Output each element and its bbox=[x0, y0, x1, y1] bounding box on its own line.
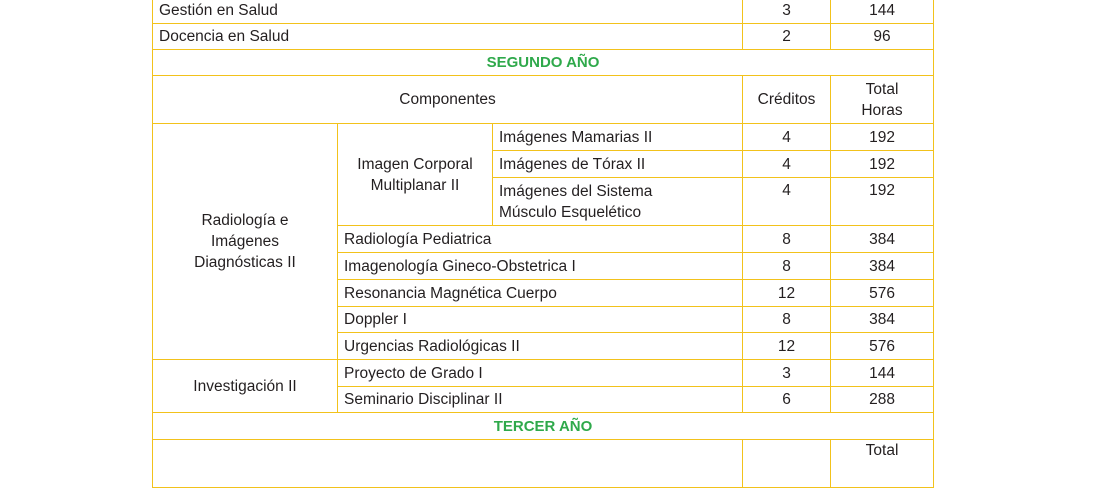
year-heading: TERCER AÑO bbox=[153, 413, 934, 440]
subject-credits: 12 bbox=[743, 333, 831, 360]
header-total-hours bbox=[831, 76, 934, 124]
group-label-line2: Imágenes bbox=[210, 233, 280, 250]
column-header-row bbox=[153, 440, 934, 488]
table-row bbox=[153, 24, 934, 50]
curriculum-table bbox=[152, 0, 934, 488]
table-row bbox=[153, 124, 934, 151]
subject-hours: 144 bbox=[831, 0, 934, 24]
subject-name: Doppler I bbox=[338, 307, 743, 333]
subject-name: Urgencias Radiológicas II bbox=[338, 333, 743, 360]
subject-hours: 96 bbox=[831, 24, 934, 50]
table-row bbox=[153, 360, 934, 387]
subject-name: Imágenes Mamarias II bbox=[493, 124, 743, 151]
header-credits: Créditos bbox=[743, 76, 831, 124]
subject-name: Gestión en Salud bbox=[153, 0, 743, 24]
subgroup-label-line1: Imagen Corporal bbox=[357, 155, 473, 173]
subject-hours: 192 bbox=[831, 124, 934, 151]
year-heading: SEGUNDO AÑO bbox=[153, 50, 934, 76]
subject-name: Seminario Disciplinar II bbox=[338, 387, 743, 413]
subject-hours: 384 bbox=[831, 253, 934, 280]
subject-credits: 4 bbox=[743, 124, 831, 151]
subject-hours: 192 bbox=[831, 178, 934, 226]
subject-hours: 384 bbox=[831, 226, 934, 253]
header-total-hours-line1: Total bbox=[865, 80, 899, 98]
subject-credits: 4 bbox=[743, 151, 831, 178]
subject-credits: 3 bbox=[743, 0, 831, 24]
table-row bbox=[153, 0, 934, 24]
subject-credits: 6 bbox=[743, 387, 831, 413]
header-components-empty bbox=[153, 440, 743, 488]
group-label-radiology bbox=[153, 124, 338, 360]
subject-credits: 4 bbox=[743, 178, 831, 226]
subject-credits: 3 bbox=[743, 360, 831, 387]
subject-hours: 576 bbox=[831, 280, 934, 307]
header-components: Componentes bbox=[153, 76, 743, 124]
subject-hours: 384 bbox=[831, 307, 934, 333]
header-credits-empty bbox=[743, 440, 831, 488]
subject-name: Resonancia Magnética Cuerpo bbox=[338, 280, 743, 307]
column-header-row bbox=[153, 76, 934, 124]
subject-hours: 576 bbox=[831, 333, 934, 360]
year-heading-row bbox=[153, 50, 934, 76]
header-total-hours: Total bbox=[831, 440, 934, 488]
subject-hours: 192 bbox=[831, 151, 934, 178]
subject-name: Radiología Pediatrica bbox=[338, 226, 743, 253]
subject-name: Proyecto de Grado I bbox=[338, 360, 743, 387]
subject-name: Imagenología Gineco-Obstetrica I bbox=[338, 253, 743, 280]
subject-name: Imágenes de Tórax II bbox=[493, 151, 743, 178]
subject-hours: 288 bbox=[831, 387, 934, 413]
group-label-research: Investigación II bbox=[153, 360, 338, 413]
subject-name bbox=[493, 178, 743, 226]
subject-name: Docencia en Salud bbox=[153, 24, 743, 50]
subject-credits: 8 bbox=[743, 253, 831, 280]
subject-credits: 12 bbox=[743, 280, 831, 307]
subgroup-label-imagen-corporal bbox=[338, 124, 493, 226]
subject-credits: 2 bbox=[743, 24, 831, 50]
year-heading-row bbox=[153, 413, 934, 440]
group-label-line1: Radiología e bbox=[201, 212, 289, 229]
subject-credits: 8 bbox=[743, 226, 831, 253]
subject-credits: 8 bbox=[743, 307, 831, 333]
subgroup-label-line2: Multiplanar II bbox=[370, 176, 460, 194]
header-total-hours-line2: Horas bbox=[861, 101, 903, 119]
subject-name-line2: Músculo Esquelético bbox=[499, 203, 642, 221]
subject-hours: 144 bbox=[831, 360, 934, 387]
subject-name-line1: Imágenes del Sistema bbox=[499, 182, 653, 200]
group-label-line3: Diagnósticas II bbox=[194, 254, 296, 271]
